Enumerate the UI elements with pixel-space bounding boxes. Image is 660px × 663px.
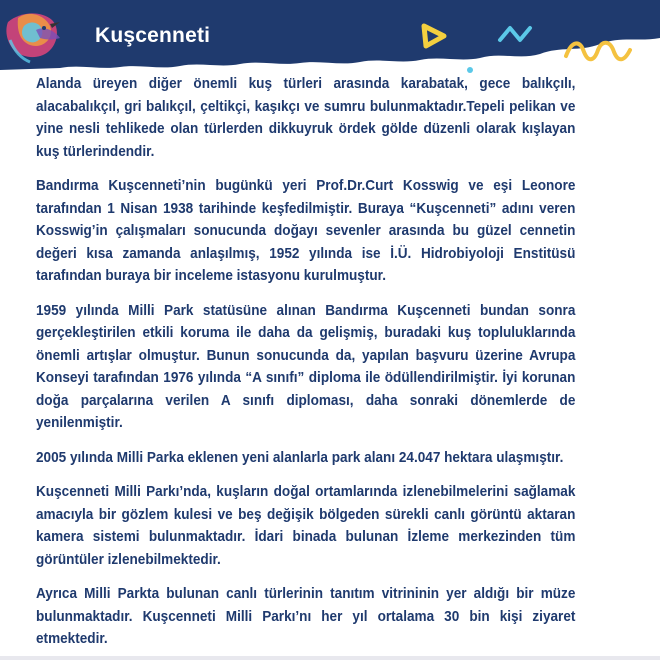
- paragraph: Bandırma Kuşcenneti’nin bugünkü yeri Prof.Dr.Curt Kosswig ve eşi Leonore tarafından 1 Nisan 1938 tarihinde keşfedilmiştir. Buraya “Kuşcenneti” adını veren Kosswig’in çalışmaları sonucunda doğayı sevenler arasında bu güzel cennetin değeri kısa zamanda anlaşılmış, 1952 yılında ise İ.Ü. Hidrobiyoloji Enstitüsü tarafından buraya bir inceleme istasyonu kurulmuştur.: [36, 178, 576, 284]
- paragraph: Alanda üreyen diğer önemli kuş türleri arasında karabatak, gece balıkçılı, alacabalıkçıl, gri balıkçıl, çeltikçi, kaşıkçı ve sumru bulunmaktadır.Tepeli pelikan ve yine nesli tehlikede olan türlerden dikkuyruk ördek gölde düzenli olarak kışlayan kuş türlerindendir.: [36, 76, 576, 160]
- paragraph: 1959 yılında Milli Park statüsüne alınan Bandırma Kuşcenneti bundan sonra gerçekleştirilen etkili koruma ile daha da gelişmiş, buradaki kuş topluluklarında önemli artışlar olmuştur. Bunun sonucunda da, yapılan başvuru üzerine Avrupa Konseyi tarafından 1976 yılında “A sınıfı” diploma ile ödüllendirilmiştir. İyi korunan doğa parçalarına verilen A sınıfı diploması, daha sonraki dönemlerde de yenilenmiştir.: [36, 302, 576, 431]
- bottom-divider: [0, 656, 660, 660]
- article-body: [36, 73, 575, 663]
- wave-doodle-icon: [566, 43, 630, 60]
- paragraph: Kuşcenneti Milli Parkı’nda, kuşların doğal ortamlarında izlenebilmelerini sağlamak amacıyla bir gözlem kulesi ve beş değişik bölgeden sürekli canlı görüntü aktaran kamera sistemi bulunmaktadır. İdari binada bulunan İzleme merkezinden tüm görüntüler izlenebilmektedir.: [36, 484, 576, 568]
- paragraph: 2005 yılında Milli Parka eklenen yeni alanlarla park alanı 24.047 hektara ulaşmıştır.: [36, 449, 564, 466]
- page-title: Kuşcenneti: [95, 24, 211, 47]
- paragraph: Ayrıca Milli Parkta bulunan canlı türlerinin tanıtım vitrininin yer aldığı bir müze bulunmaktadır. Kuşcenneti Milli Parkı’nı her yıl ortalama 30 bin kişi ziyaret etmektedir.: [36, 586, 576, 647]
